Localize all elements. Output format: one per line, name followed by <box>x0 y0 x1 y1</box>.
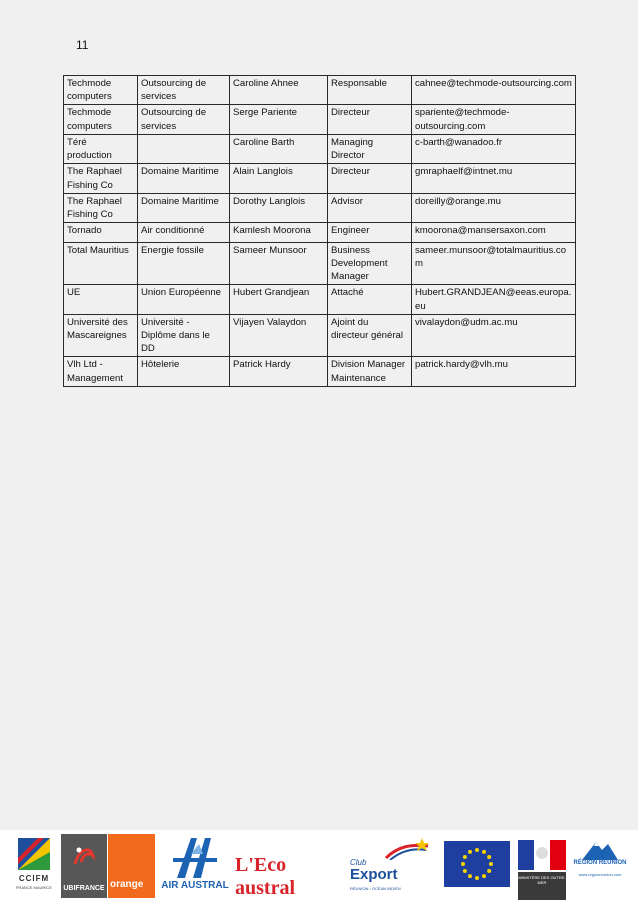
email-cell: sameer.munsoor@totalmauritius.com <box>412 242 576 285</box>
orange-label: orange <box>110 879 144 890</box>
mountain-icon <box>582 838 618 860</box>
contact-name-cell: Dorothy Langlois <box>230 193 328 222</box>
table-row <box>64 285 576 314</box>
position-cell: Engineer <box>328 223 412 242</box>
position-cell: Business Development Manager <box>328 242 412 285</box>
eu-star <box>461 862 465 866</box>
table-row <box>64 314 576 357</box>
table-row <box>64 242 576 285</box>
organisation-cell: Vlh Ltd - Management <box>64 357 138 386</box>
eco-austral-logo <box>235 848 335 899</box>
sector-cell: Air conditionné <box>138 223 230 242</box>
organisation-cell: Tornado <box>64 223 138 242</box>
eu-flag-logo <box>444 841 510 887</box>
sector-cell: Domaine Maritime <box>138 164 230 193</box>
sector-cell: Union Européenne <box>138 285 230 314</box>
position-cell: Directeur <box>328 164 412 193</box>
contact-name-cell: Serge Pariente <box>230 105 328 134</box>
table-row <box>64 193 576 222</box>
contact-name-cell: Sameer Munsoor <box>230 242 328 285</box>
email-cell: cahnee@techmode-outsourcing.com <box>412 76 576 105</box>
eu-star <box>463 869 467 873</box>
ccifm-subtitle: FRANCE MAURICE <box>15 885 52 890</box>
page-number: 11 <box>76 38 89 52</box>
organisation-cell: Total Mauritius <box>64 242 138 285</box>
region-reunion-url: www.regionreunion.com <box>578 872 622 877</box>
position-cell: Attaché <box>328 285 412 314</box>
eu-star <box>475 876 479 880</box>
organisation-cell: The Raphael Fishing Co <box>64 193 138 222</box>
eu-star <box>468 874 472 878</box>
ccifm-logo <box>12 838 56 896</box>
position-cell: Advisor <box>328 193 412 222</box>
email-cell: gmraphaelf@intnet.mu <box>412 164 576 193</box>
ubifrance-label: UBIFRANCE <box>63 885 105 892</box>
table-row <box>64 223 576 242</box>
contact-name-cell: Hubert Grandjean <box>230 285 328 314</box>
position-cell: Ajoint du directeur général <box>328 314 412 357</box>
eco-austral-label: L'Eco austral <box>235 854 295 899</box>
email-cell: spariente@techmode-outsourcing.com <box>412 105 576 134</box>
ministere-label: MINISTÈRE DES OUTRE-MER <box>518 875 566 886</box>
marianne-flag-icon <box>518 840 566 870</box>
air-austral-logo <box>157 836 233 896</box>
position-cell: Managing Director <box>328 134 412 163</box>
sector-cell: Outsourcing de services <box>138 105 230 134</box>
organisation-cell: Téré production <box>64 134 138 163</box>
organisation-cell: Université des Mascareignes <box>64 314 138 357</box>
email-cell: patrick.hardy@vlh.mu <box>412 357 576 386</box>
email-cell: vivalaydon@udm.ac.mu <box>412 314 576 357</box>
contact-name-cell: Kamlesh Moorona <box>230 223 328 242</box>
ubifrance-logo <box>61 834 107 898</box>
eu-stars-icon <box>444 841 510 887</box>
organisation-cell: UE <box>64 285 138 314</box>
region-reunion-logo <box>570 838 630 894</box>
club-export-subtitle: RÉUNION / OCÉAN INDIEN <box>350 886 401 891</box>
air-austral-label: AIR AUSTRAL <box>161 880 229 891</box>
eu-star <box>468 850 472 854</box>
contact-name-cell: Vijayen Valaydon <box>230 314 328 357</box>
club-export-logo <box>344 836 432 896</box>
ccifm-label: CCIFM <box>18 874 50 883</box>
sector-cell: Outsourcing de services <box>138 76 230 105</box>
email-cell: doreilly@orange.mu <box>412 193 576 222</box>
table-row <box>64 134 576 163</box>
email-cell: kmoorona@mansersaxon.com <box>412 223 576 242</box>
contact-name-cell: Caroline Ahnee <box>230 76 328 105</box>
eu-star <box>463 855 467 859</box>
eu-star <box>482 850 486 854</box>
eu-star <box>482 874 486 878</box>
position-cell: Responsable <box>328 76 412 105</box>
position-cell: Division Manager Maintenance <box>328 357 412 386</box>
eu-star <box>487 855 491 859</box>
organisation-cell: The Raphael Fishing Co <box>64 164 138 193</box>
position-cell: Directeur <box>328 105 412 134</box>
sector-cell: Energie fossile <box>138 242 230 285</box>
contacts-table <box>63 75 576 387</box>
organisation-cell: Techmode computers <box>64 105 138 134</box>
contacts-table-body <box>64 76 576 387</box>
eu-star <box>489 862 493 866</box>
sector-cell: Domaine Maritime <box>138 193 230 222</box>
table-row <box>64 105 576 134</box>
table-row <box>64 164 576 193</box>
table-row <box>64 357 576 386</box>
organisation-cell: Techmode computers <box>64 76 138 105</box>
club-export-club-label: Club <box>350 858 367 867</box>
sector-cell: Hôtelerie <box>138 357 230 386</box>
region-reunion-label: RÉGION RÉUNION <box>573 860 627 866</box>
club-export-swoosh-icon <box>384 836 430 860</box>
ccifm-emblem-icon <box>18 838 50 870</box>
sponsor-logos-footer <box>0 830 638 903</box>
club-export-label: Export <box>350 866 398 883</box>
contact-name-cell: Caroline Barth <box>230 134 328 163</box>
ministere-outre-mer-logo <box>518 840 566 900</box>
email-cell: c-barth@wanadoo.fr <box>412 134 576 163</box>
email-cell: Hubert.GRANDJEAN@eeas.europa.eu <box>412 285 576 314</box>
eu-star <box>487 869 491 873</box>
ubifrance-swirl-icon <box>69 842 99 872</box>
contact-name-cell: Alain Langlois <box>230 164 328 193</box>
contact-name-cell: Patrick Hardy <box>230 357 328 386</box>
sector-cell <box>138 134 230 163</box>
air-austral-emblem-icon <box>171 836 219 878</box>
sector-cell: Université - Diplôme dans le DD <box>138 314 230 357</box>
table-row <box>64 76 576 105</box>
eu-star <box>475 848 479 852</box>
orange-logo <box>108 834 155 898</box>
